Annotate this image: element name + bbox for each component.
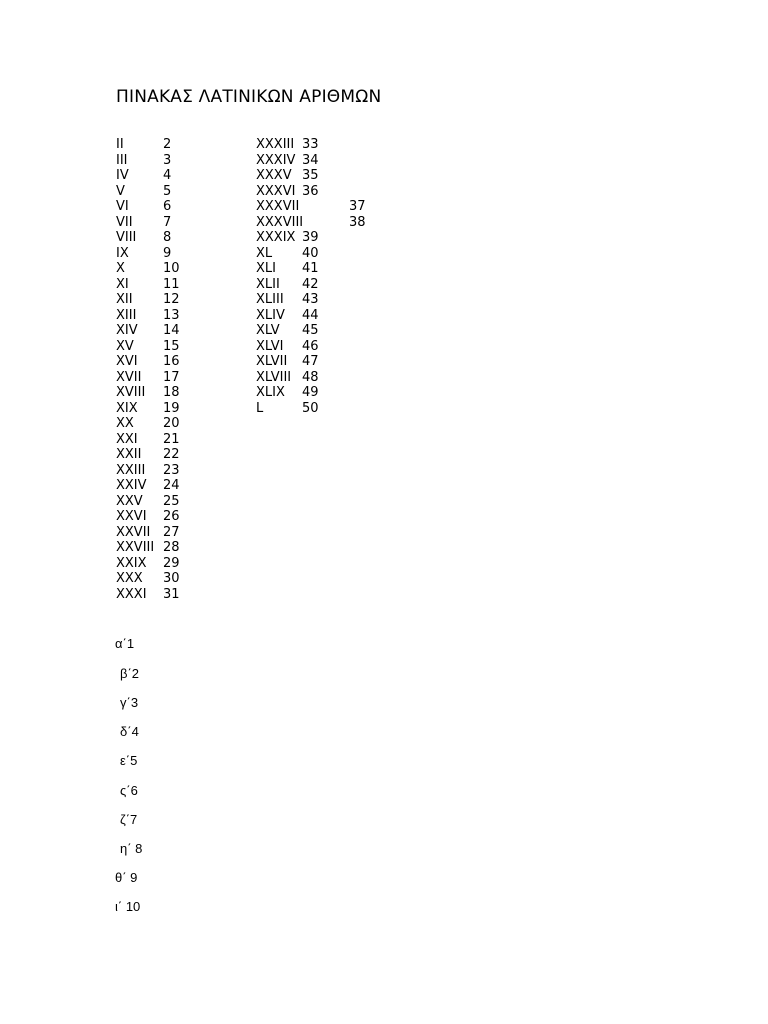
roman-numeral: XXXIII (256, 137, 295, 152)
arabic-value: 16 (163, 354, 180, 370)
arabic-value: 12 (163, 292, 180, 308)
arabic-value: 13 (163, 307, 180, 323)
arabic-value: 47 (302, 354, 319, 370)
arabic-value: 45 (302, 323, 319, 339)
roman-numeral: XVIII (116, 385, 146, 401)
arabic-value: 15 (163, 338, 180, 354)
roman-numeral: VII (116, 214, 133, 230)
roman-numeral: XXVII (116, 524, 151, 540)
roman-numeral: XXXIX (256, 230, 296, 246)
arabic-value: 2 (163, 137, 172, 152)
arabic-value: 26 (163, 509, 180, 525)
roman-numeral: XI (116, 276, 129, 292)
roman-numeral: XXX (116, 571, 143, 587)
roman-numeral: IV (116, 168, 129, 184)
arabic-value: 49 (302, 385, 319, 401)
arabic-value: 44 (302, 307, 319, 323)
roman-numeral: X (116, 261, 125, 277)
roman-numeral: XII (116, 292, 133, 308)
arabic-value: 42 (302, 276, 319, 292)
roman-numeral: XVI (116, 354, 138, 370)
page-title: ΠΙΝΑΚΑΣ ΛΑΤΙΝΙΚΩΝ ΑΡΙΘΜΩΝ (116, 87, 382, 107)
roman-numeral: XXXV (256, 168, 292, 184)
greek-numeral-item: ζ΄7 (120, 812, 138, 827)
roman-numeral: XXIV (116, 478, 147, 494)
roman-numeral: IX (116, 245, 129, 261)
arabic-value: 23 (163, 462, 180, 478)
roman-numeral: XXI (116, 431, 138, 447)
arabic-value: 31 (163, 586, 180, 602)
arabic-value: 48 (302, 369, 319, 385)
roman-numeral: XLIX (256, 385, 285, 401)
roman-numeral: XLVII (256, 354, 288, 370)
greek-numeral-item: δ΄4 (120, 724, 139, 739)
roman-numeral: XXXIV (256, 152, 296, 168)
arabic-value: 20 (163, 416, 180, 432)
arabic-value: 36 (302, 183, 319, 199)
roman-numeral: VI (116, 199, 129, 215)
roman-numeral: XLV (256, 323, 280, 339)
roman-numeral: XXV (116, 493, 143, 509)
roman-numeral: XIX (116, 400, 138, 416)
roman-numeral: XLVI (256, 338, 284, 354)
roman-numeral: XXIII (116, 462, 146, 478)
arabic-value: 4 (163, 168, 172, 184)
arabic-value: 25 (163, 493, 180, 509)
roman-numeral: XX (116, 416, 134, 432)
roman-numeral: XXVIII (116, 540, 155, 556)
greek-numeral-item: ς΄6 (120, 783, 138, 798)
arabic-value: 11 (163, 276, 180, 292)
greek-numeral-item: ε΄5 (120, 753, 138, 768)
roman-numeral: XLIV (256, 307, 285, 323)
arabic-value: 6 (163, 199, 172, 215)
arabic-value: 29 (163, 555, 180, 571)
arabic-value: 22 (163, 447, 180, 463)
roman-numeral: XXVI (116, 509, 147, 525)
roman-numeral: XXXVII (256, 199, 300, 215)
greek-numeral-item: β΄2 (120, 666, 140, 681)
greek-numeral-item: γ΄3 (120, 695, 139, 710)
greek-numeral-item: α΄1 (115, 636, 135, 651)
arabic-value: 5 (163, 183, 172, 199)
arabic-value: 43 (302, 292, 319, 308)
roman-numeral: XXXVI (256, 183, 296, 199)
roman-numeral: XLI (256, 261, 276, 277)
arabic-value: 38 (349, 214, 366, 230)
roman-numeral: XV (116, 338, 134, 354)
arabic-value: 3 (163, 152, 172, 168)
arabic-value: 17 (163, 369, 180, 385)
arabic-value: 27 (163, 524, 180, 540)
arabic-value: 18 (163, 385, 180, 401)
roman-numeral: XXXVIII (256, 214, 304, 230)
arabic-value: 14 (163, 323, 180, 339)
roman-numeral: XIV (116, 323, 138, 339)
roman-numeral: XLVIII (256, 369, 292, 385)
arabic-value: 35 (302, 168, 319, 184)
arabic-value: 7 (163, 214, 172, 230)
arabic-value: 39 (302, 230, 319, 246)
roman-numeral: XXII (116, 447, 142, 463)
arabic-value: 28 (163, 540, 180, 556)
arabic-value: 50 (302, 400, 319, 416)
greek-numeral-item: θ΄ 9 (115, 870, 138, 885)
arabic-value: 19 (163, 400, 180, 416)
arabic-value: 10 (163, 261, 180, 277)
roman-numeral: XLIII (256, 292, 284, 308)
arabic-value: 40 (302, 245, 319, 261)
greek-numeral-item: ι΄ 10 (115, 899, 141, 914)
greek-numeral-item: η΄ 8 (120, 841, 143, 856)
roman-numeral: III (116, 152, 128, 168)
arabic-value: 46 (302, 338, 319, 354)
roman-numeral: XLII (256, 276, 280, 292)
roman-numeral: VIII (116, 230, 137, 246)
arabic-value: 30 (163, 571, 180, 587)
roman-numeral: II (116, 137, 124, 152)
arabic-value: 37 (349, 199, 366, 215)
arabic-value: 8 (163, 230, 172, 246)
arabic-value: 41 (302, 261, 319, 277)
arabic-value: 33 (302, 137, 319, 152)
roman-numeral: XL (256, 245, 273, 261)
roman-numeral: XIII (116, 307, 137, 323)
arabic-value: 34 (302, 152, 319, 168)
roman-numeral: XXXI (116, 586, 147, 602)
arabic-value: 24 (163, 478, 180, 494)
roman-numeral: XVII (116, 369, 142, 385)
arabic-value: 21 (163, 431, 180, 447)
roman-numeral: V (116, 183, 125, 199)
roman-numeral: XXIX (116, 555, 147, 571)
arabic-value: 9 (163, 245, 172, 261)
roman-numeral: L (256, 400, 264, 416)
